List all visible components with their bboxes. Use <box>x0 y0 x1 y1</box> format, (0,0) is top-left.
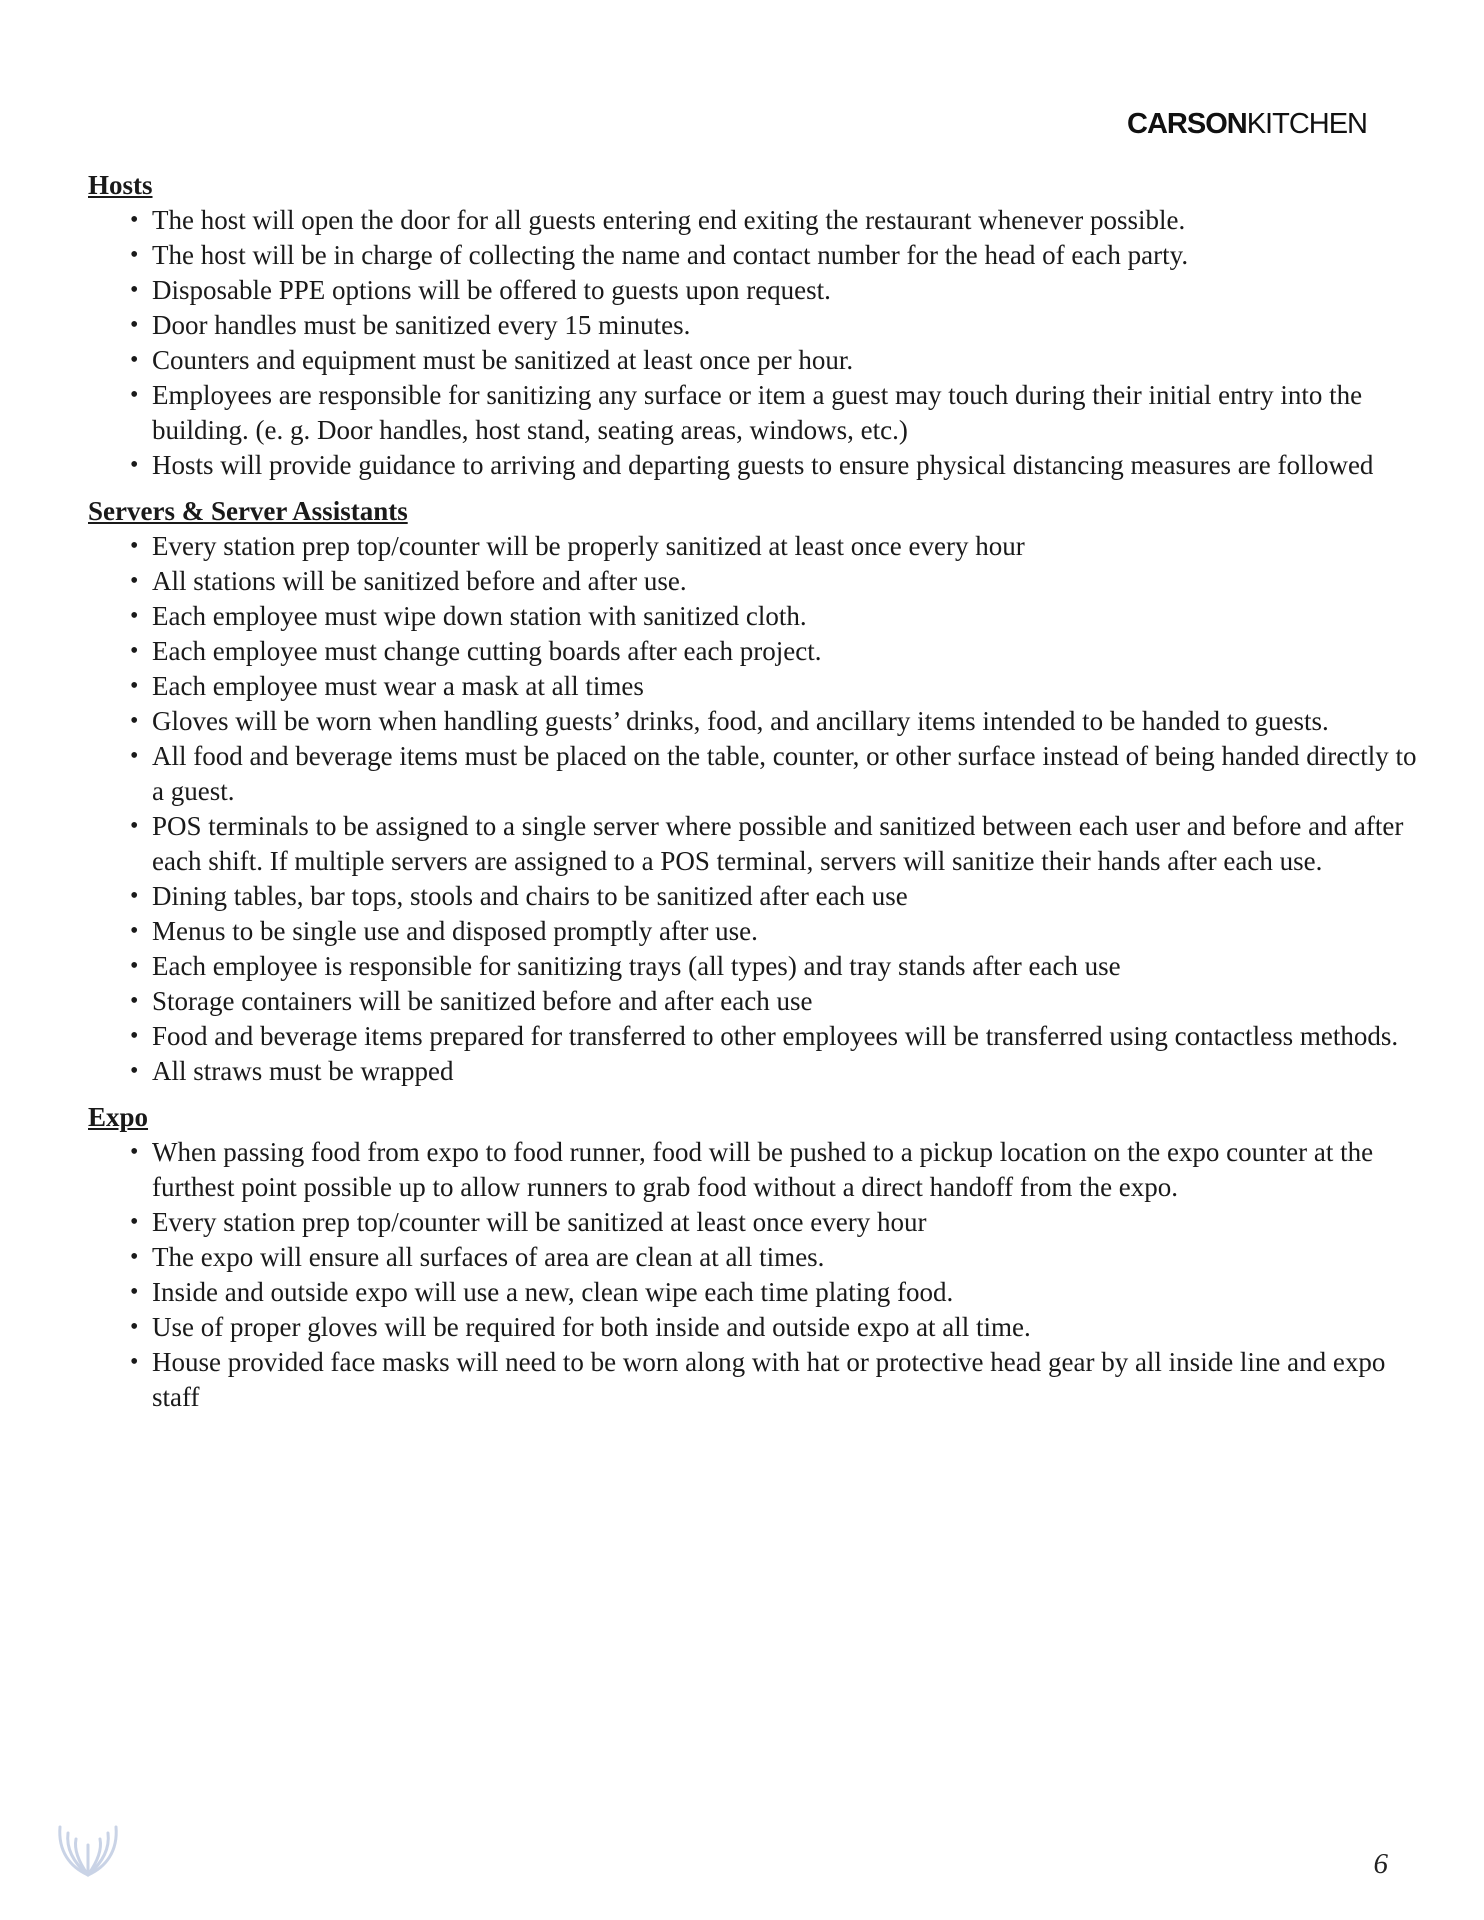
section-expo <box>88 1100 1418 1415</box>
logo-bold-text: CARSON <box>1127 108 1247 140</box>
document-body <box>88 168 1418 1426</box>
list-item: • Dining tables, bar tops, stools and chairs to be sanitized after each use <box>152 879 1418 914</box>
list-item: • Door handles must be sanitized every 15 minutes. <box>152 308 1418 343</box>
list-item: • Counters and equipment must be sanitized at least once per hour. <box>152 343 1418 378</box>
section-heading-hosts: Hosts <box>88 170 153 200</box>
list-item: • Food and beverage items prepared for transferred to other employees will be transferred using contactless methods. <box>152 1019 1418 1054</box>
list-item: • The expo will ensure all surfaces of area are clean at all times. <box>152 1240 1418 1275</box>
section-hosts <box>88 168 1418 483</box>
list-item: • Each employee must wear a mask at all times <box>152 669 1418 704</box>
list-item: • When passing food from expo to food runner, food will be pushed to a pickup location on the expo counter at the furthest point possible up to allow runners to grab food without a direct handoff from the expo. <box>152 1135 1418 1205</box>
list-item: • Each employee must change cutting boards after each project. <box>152 634 1418 669</box>
list-item: • Each employee must wipe down station with sanitized cloth. <box>152 599 1418 634</box>
servers-list <box>88 529 1418 1089</box>
list-item: • Storage containers will be sanitized before and after each use <box>152 984 1418 1019</box>
phoenix-wings-icon <box>48 1805 128 1885</box>
list-item: • Every station prep top/counter will be properly sanitized at least once every hour <box>152 529 1418 564</box>
list-item: • Use of proper gloves will be required for both inside and outside expo at all time. <box>152 1310 1418 1345</box>
list-item: • Each employee is responsible for sanitizing trays (all types) and tray stands after each use <box>152 949 1418 984</box>
list-item: • The host will open the door for all guests entering end exiting the restaurant whenever possible. <box>152 203 1418 238</box>
section-heading-expo: Expo <box>88 1102 149 1132</box>
list-item: • Every station prep top/counter will be sanitized at least once every hour <box>152 1205 1418 1240</box>
list-item: • Disposable PPE options will be offered to guests upon request. <box>152 273 1418 308</box>
list-item: • Gloves will be worn when handling guests’ drinks, food, and ancillary items intended to be handed to guests. <box>152 704 1418 739</box>
logo-light-text: KITCHEN <box>1246 108 1367 140</box>
list-item: • All food and beverage items must be placed on the table, counter, or other surface instead of being handed directly to a guest. <box>152 739 1418 809</box>
list-item: • Menus to be single use and disposed promptly after use. <box>152 914 1418 949</box>
list-item: • Inside and outside expo will use a new, clean wipe each time plating food. <box>152 1275 1418 1310</box>
section-heading-servers: Servers & Server Assistants <box>88 496 408 526</box>
list-item: • Employees are responsible for sanitizing any surface or item a guest may touch during their initial entry into the building. (e. g. Door handles, host stand, seating areas, windows, etc.) <box>152 378 1418 448</box>
page-number: 6 <box>1373 1848 1388 1880</box>
hosts-list <box>88 203 1418 483</box>
list-item: • POS terminals to be assigned to a single server where possible and sanitized between each user and before and after each shift. If multiple servers are assigned to a POS terminal, servers will sanitize their hands after each use. <box>152 809 1418 879</box>
expo-list <box>88 1135 1418 1415</box>
list-item: • Hosts will provide guidance to arriving and departing guests to ensure physical distancing measures are followed <box>152 448 1418 483</box>
carson-kitchen-logo <box>1127 110 1367 139</box>
list-item: • House provided face masks will need to be worn along with hat or protective head gear by all inside line and expo staff <box>152 1345 1418 1415</box>
section-servers <box>88 494 1418 1089</box>
list-item: • All straws must be wrapped <box>152 1054 1418 1089</box>
list-item: • All stations will be sanitized before and after use. <box>152 564 1418 599</box>
list-item: • The host will be in charge of collecting the name and contact number for the head of each party. <box>152 238 1418 273</box>
